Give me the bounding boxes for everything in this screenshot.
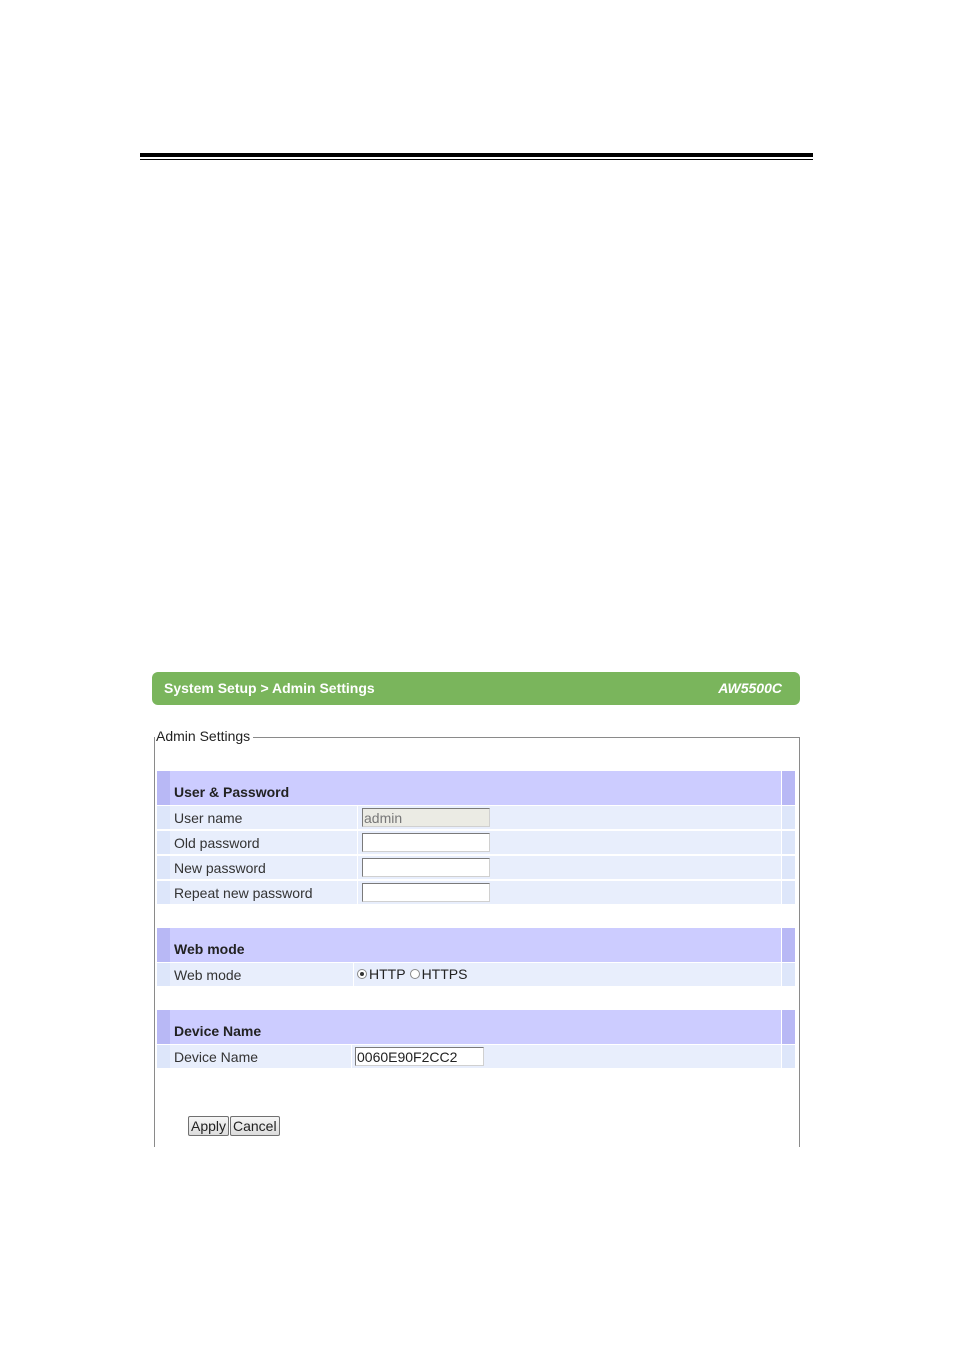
row-old-password <box>157 830 795 854</box>
device-name-input[interactable] <box>355 1047 484 1066</box>
row-repeat-password <box>157 880 795 904</box>
user-name-label: User name <box>174 810 243 826</box>
row-user-name <box>157 805 795 829</box>
breadcrumb: System Setup > Admin Settings <box>164 680 375 696</box>
old-password-label: Old password <box>174 835 260 851</box>
radio-http[interactable] <box>357 969 367 979</box>
page-rule-thick <box>140 153 813 157</box>
radio-https[interactable] <box>410 969 420 979</box>
user-name-input[interactable] <box>362 808 490 827</box>
new-password-input[interactable] <box>362 858 490 877</box>
section-title: Device Name <box>174 1023 262 1039</box>
cancel-button[interactable]: Cancel <box>230 1116 280 1136</box>
device-name-label: Device Name <box>174 1049 259 1065</box>
radio-https-label[interactable]: HTTPS <box>421 966 468 982</box>
radio-http-label[interactable]: HTTP <box>369 966 406 982</box>
section-title: User & Password <box>174 784 290 800</box>
new-password-label: New password <box>174 860 266 876</box>
web-mode-radio-group <box>357 966 467 982</box>
row-web-mode <box>157 962 795 986</box>
fieldset-legend: Admin Settings <box>155 728 253 744</box>
row-device-name <box>157 1044 795 1068</box>
web-mode-label: Web mode <box>174 967 242 983</box>
section-header-user-password <box>157 771 795 805</box>
section-header-web-mode <box>157 928 795 962</box>
row-new-password <box>157 855 795 879</box>
repeat-password-label: Repeat new password <box>174 885 313 901</box>
section-header-device-name <box>157 1010 795 1044</box>
apply-button[interactable]: Apply <box>188 1116 229 1136</box>
page-header-bar <box>152 672 800 705</box>
old-password-input[interactable] <box>362 833 490 852</box>
page-rule-thin <box>140 159 813 160</box>
repeat-password-input[interactable] <box>362 883 490 902</box>
section-title: Web mode <box>174 941 245 957</box>
device-model: AW5500C <box>718 680 782 696</box>
